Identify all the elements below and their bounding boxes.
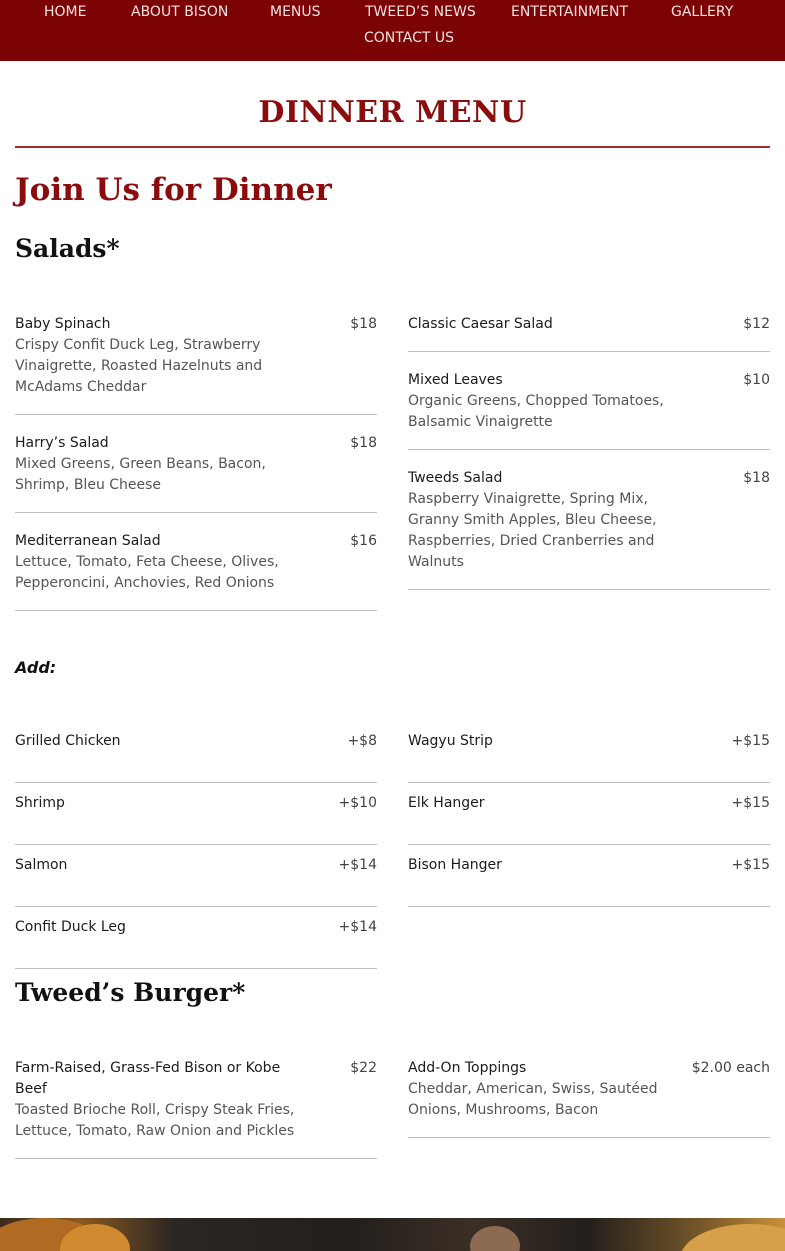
addon-item [15, 731, 377, 783]
addon-item [408, 855, 770, 907]
nav-tweeds-news[interactable]: TWEED’S NEWS [365, 4, 476, 20]
add-left-column [15, 731, 377, 969]
item-name: Mediterranean Salad [15, 533, 161, 549]
nav-contact-us[interactable]: CONTACT US [364, 30, 454, 46]
item-name: Farm-Raised, Grass-Fed Bison or Kobe Beef [15, 1060, 281, 1097]
item-description: Mixed Greens, Green Beans, Bacon, Shrimp, Bleu Cheese [15, 456, 266, 493]
item-price: $18 [743, 470, 770, 486]
salads-left-column [15, 314, 377, 629]
item-price: +$10 [338, 795, 377, 811]
main-nav [0, 0, 785, 61]
item-price: +$15 [731, 857, 770, 873]
nav-about-bison[interactable]: ABOUT BISON [131, 4, 229, 20]
page-heading: Join Us for Dinner [15, 172, 332, 208]
burger-right-column [408, 1058, 770, 1156]
item-price: $2.00 each [691, 1060, 770, 1076]
item-price: $10 [743, 372, 770, 388]
menu-item [408, 314, 770, 352]
addon-item [408, 731, 770, 783]
item-price: $18 [350, 435, 377, 451]
item-name: Bison Hanger [408, 857, 502, 873]
menu-item [408, 1058, 770, 1138]
addon-item [15, 855, 377, 907]
item-name: Baby Spinach [15, 316, 111, 332]
menu-item [408, 370, 770, 450]
nav-entertainment[interactable]: ENTERTAINMENT [511, 4, 629, 20]
nav-home[interactable]: HOME [44, 4, 87, 20]
item-name: Tweeds Salad [408, 470, 503, 486]
item-price: +$15 [731, 733, 770, 749]
food-photo-blob [680, 1224, 785, 1251]
nav-gallery[interactable]: GALLERY [671, 4, 734, 20]
item-name: Shrimp [15, 795, 65, 811]
item-price: +$8 [347, 733, 377, 749]
item-price: $12 [743, 316, 770, 332]
burger-left-column [15, 1058, 377, 1177]
item-name: Add-On Toppings [408, 1060, 527, 1076]
food-photo-banner [0, 1218, 785, 1251]
item-description: Cheddar, American, Swiss, Sautéed Onions, Mushrooms, Bacon [408, 1081, 658, 1118]
item-name: Salmon [15, 857, 68, 873]
item-price: $16 [350, 533, 377, 549]
item-price: +$14 [338, 919, 377, 935]
addon-item [408, 793, 770, 845]
item-price: $22 [350, 1060, 377, 1076]
item-price: +$14 [338, 857, 377, 873]
item-name: Grilled Chicken [15, 733, 121, 749]
item-description: Crispy Confit Duck Leg, Strawberry Vinaigrette, Roasted Hazelnuts and McAdams Cheddar [15, 337, 263, 395]
nav-menus[interactable]: MENUS [270, 4, 321, 20]
salads-right-column [408, 314, 770, 608]
item-name: Classic Caesar Salad [408, 316, 553, 332]
item-price: +$15 [731, 795, 770, 811]
menu-item [15, 531, 377, 611]
menu-item [15, 433, 377, 513]
add-label: Add: [15, 658, 57, 677]
item-name: Elk Hanger [408, 795, 485, 811]
addon-item [15, 917, 377, 969]
item-description: Toasted Brioche Roll, Crispy Steak Fries, Lettuce, Tomato, Raw Onion and Pickles [15, 1102, 295, 1139]
menu-item [15, 1058, 377, 1159]
addon-item [15, 793, 377, 845]
item-description: Raspberry Vinaigrette, Spring Mix, Granny Smith Apples, Bleu Cheese, Raspberries, Dried Cranberries and Walnuts [408, 491, 657, 570]
item-name: Harry’s Salad [15, 435, 109, 451]
item-name: Confit Duck Leg [15, 919, 126, 935]
burger-heading: Tweed’s Burger* [15, 978, 246, 1007]
menu-item [408, 468, 770, 590]
title-divider [15, 146, 770, 148]
add-right-column [408, 731, 770, 907]
page-title: DINNER MENU [258, 95, 527, 130]
item-description: Organic Greens, Chopped Tomatoes, Balsamic Vinaigrette [408, 393, 664, 430]
item-description: Lettuce, Tomato, Feta Cheese, Olives, Pepperoncini, Anchovies, Red Onions [15, 554, 279, 591]
menu-item [15, 314, 377, 415]
item-price: $18 [350, 316, 377, 332]
item-name: Mixed Leaves [408, 372, 503, 388]
item-name: Wagyu Strip [408, 733, 493, 749]
food-photo-blob [470, 1226, 520, 1251]
salads-heading: Salads* [15, 234, 120, 263]
